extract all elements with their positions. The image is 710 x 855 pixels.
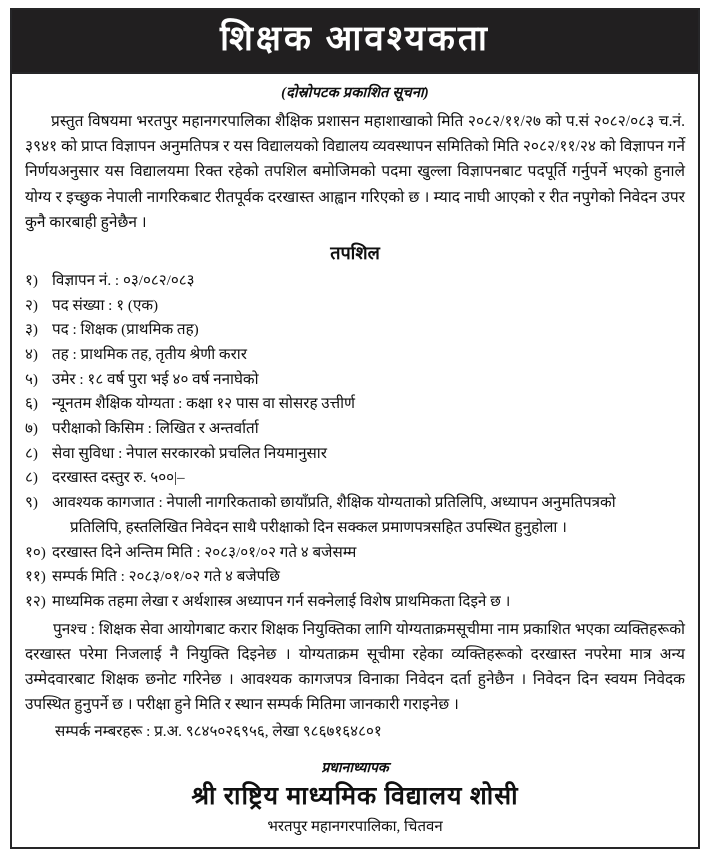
list-item bbox=[25, 565, 685, 589]
list-item-text: परीक्षाको किसिम : लिखित र अन्तर्वार्ता bbox=[52, 420, 259, 438]
list-item bbox=[25, 368, 685, 392]
list-item-number: ८) bbox=[25, 469, 38, 487]
list-item-number: ११) bbox=[25, 568, 46, 586]
list-item-text: पद संख्या : १ (एक) bbox=[52, 296, 159, 314]
list-item-number: ८) bbox=[25, 444, 38, 462]
school-address: भरतपुर महानगरपालिका, चितवन bbox=[267, 818, 443, 835]
list-item-number: १०) bbox=[25, 543, 46, 561]
details-heading: तपशिल bbox=[330, 242, 380, 263]
list-item-text: सम्पर्क मिति : २०८३/०१/०२ गते ४ बजेपछि bbox=[52, 568, 280, 586]
list-item bbox=[25, 318, 685, 342]
list-item-number: २) bbox=[25, 296, 38, 314]
list-item-text: न्यूनतम शैक्षिक योग्यता : कक्षा १२ पास वा सोसरह उत्तीर्ण bbox=[52, 395, 356, 413]
list-item-text bbox=[52, 491, 685, 539]
list-item-number: ५) bbox=[25, 370, 38, 388]
list-item-text: पद : शिक्षक (प्राथमिक तह) bbox=[52, 321, 199, 339]
school-name: श्री राष्ट्रिय माध्यमिक विद्यालय शोसी bbox=[191, 783, 519, 811]
list-item bbox=[25, 466, 685, 490]
list-item-text: तह : प्राथमिक तह, तृतीय श्रेणी करार bbox=[52, 345, 247, 363]
publication-subtitle: (दोस्रोपटक प्रकाशित सूचना) bbox=[281, 85, 429, 102]
list-item-number: ९) bbox=[25, 494, 38, 512]
list-item bbox=[25, 417, 685, 441]
contact-numbers: सम्पर्क नम्बरहरू : प्र.अ. ९८४५०२६९५६, लेखा ९८६७१६४८०१ bbox=[55, 723, 382, 741]
list-item bbox=[25, 442, 685, 466]
list-item-number: ३) bbox=[25, 321, 38, 339]
list-item-text: दरखास्त दस्तुर रु. ५००|– bbox=[52, 469, 185, 487]
page-title: शिक्षक आवश्यकता bbox=[220, 19, 490, 58]
intro-paragraph: प्रस्तुत विषयमा भरतपुर महानगरपालिका शैक्षिक प्रशासन महाशाखाको मिति २०८२/११/२७ को प.सं २०८२/०८३ च.नं. ३९४१ को प्राप्त विज्ञापन अनुमतिपत्र र यस विद्यालयको विद्यालय व्यवस्थापन समितिको मिति २०८२/११/२४ को विज्ञापन गर्ने निर्णयअनुसार यस विद्यालयमा रिक्त रहेको तपशिल बमोजिमको पदमा खुल्ला विज्ञापनबाट पदपूर्ति गर्नुपर्ने भएको हुनाले योग्य र इच्छुक नेपाली नागरिकबाट रीतपूर्वक दरखास्त आह्वान गरिएको छ । म्याद नाघी आएको र रीत नपुगेको निवेदन उपर कुनै कारबाही हुनेछैन । bbox=[25, 113, 685, 231]
list-item-text: विज्ञापन नं. : ०३/०८२/०८३ bbox=[52, 271, 195, 289]
list-item bbox=[25, 491, 685, 539]
list-item-number: ४) bbox=[25, 345, 38, 363]
list-item-text: माध्यमिक तहमा लेखा र अर्थशास्त्र अध्यापन गर्न सक्नेलाई विशेष प्राथमिकता दिइने छ । bbox=[52, 592, 511, 610]
list-item-number: ६) bbox=[25, 395, 38, 413]
postscript-paragraph: पुनश्च : शिक्षक सेवा आयोगबाट करार शिक्षक नियुक्तिका लागि योग्यताक्रमसूचीमा नाम प्रकाशित भएका व्यक्तिहरूको दरखास्त परेमा निजलाई नै नियुक्ति दिइनेछ । योग्यताक्रम सूचीमा रहेका व्यक्तिहरूको दरखास्त नपरेमा मात्र अन्य उम्मेदवारबाट शिक्षक छनोट गरिनेछ । आवश्यक कागजपत्र विनाका निवेदन दर्ता हुनेछैन । निवेदन दिन स्वयम निवेदक उपस्थित हुनुपर्ने छ । परीक्षा हुने मिति र स्थान सम्पर्क मितिमा जानकारी गराइनेछ । bbox=[25, 620, 685, 713]
list-item-text: सेवा सुविधा : नेपाल सरकारको प्रचलित नियमानुसार bbox=[52, 444, 327, 462]
list-item-number: ७) bbox=[25, 420, 38, 438]
list-item bbox=[25, 343, 685, 367]
list-item bbox=[25, 294, 685, 318]
list-item-text-continuation: प्रतिलिपि, हस्तलिखित निवेदन साथै परीक्षाको दिन सक्कल प्रमाणपत्रसहित उपस्थित हुनुहोला । bbox=[70, 518, 567, 536]
title-banner bbox=[12, 10, 698, 74]
notice-body bbox=[12, 74, 698, 841]
list-item bbox=[25, 392, 685, 416]
list-item-number: १२) bbox=[25, 592, 46, 610]
list-item-text: दरखास्त दिने अन्तिम मिति : २०८३/०१/०२ गते ४ बजेसम्म bbox=[52, 543, 357, 561]
list-item-number: १) bbox=[25, 271, 38, 289]
list-item-text: उमेर : १८ वर्ष पुरा भई ४० वर्ष ननाघेको bbox=[52, 370, 259, 388]
list-item-text-main: आवश्यक कागजात : नेपाली नागरिकताको छायाँप्रति, शैक्षिक योग्यताको प्रतिलिपि, अध्यापन अनुमतिपत्रको bbox=[52, 494, 616, 512]
list-item bbox=[25, 269, 685, 293]
list-item bbox=[25, 541, 685, 565]
notice-frame bbox=[10, 8, 700, 849]
signature-block bbox=[25, 758, 685, 835]
list-item bbox=[25, 590, 685, 614]
details-list bbox=[25, 269, 685, 614]
signatory-role: प्रधानाध्यापक bbox=[321, 761, 389, 777]
